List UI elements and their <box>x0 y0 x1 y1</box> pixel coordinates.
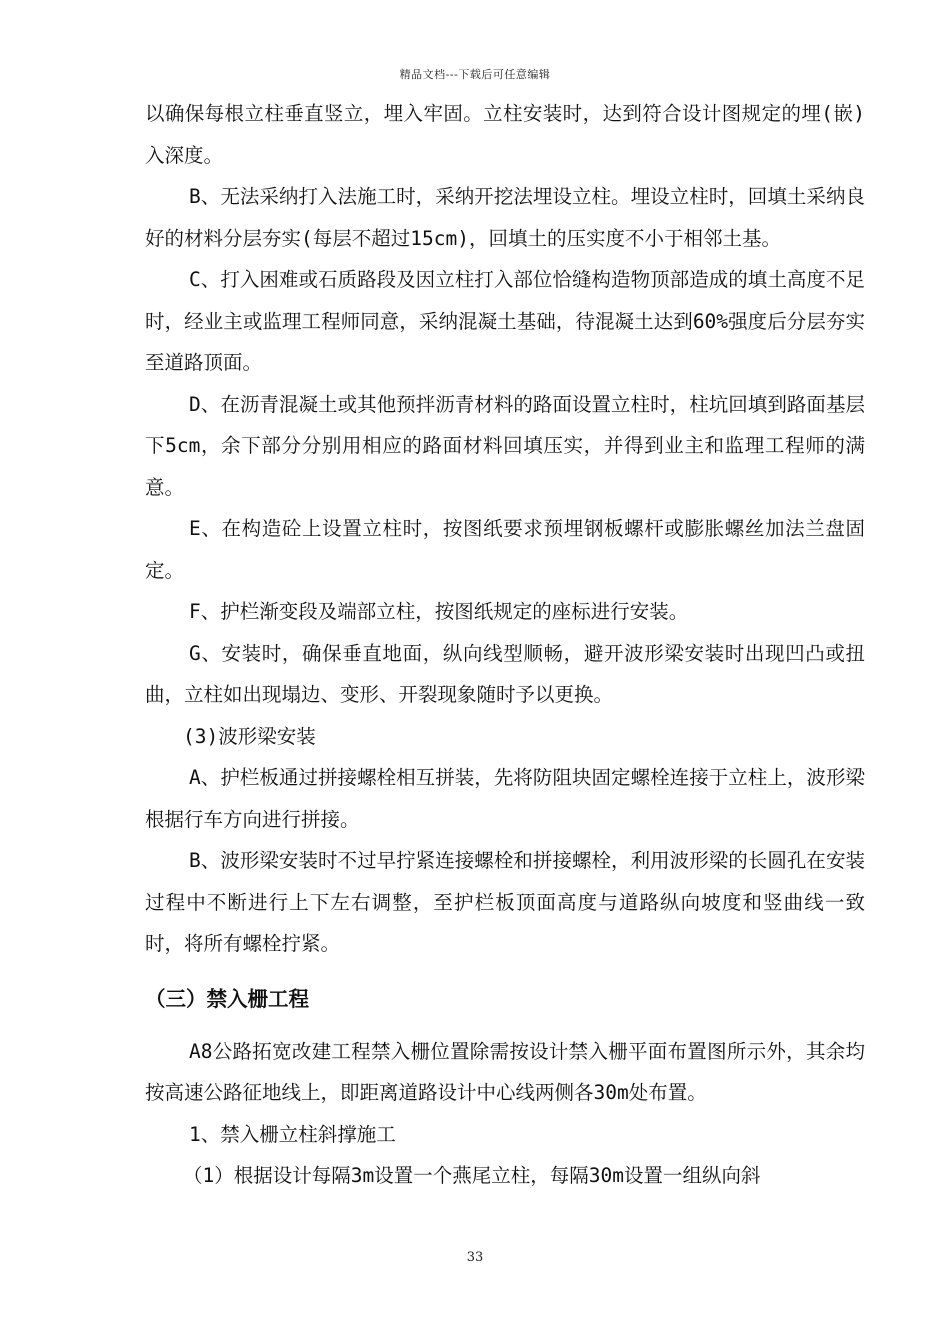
paragraph: A、护栏板通过拼接螺栓相互拼装，先将防阻块固定螺栓连接于立柱上，波形梁根据行车方向进行拼接。 <box>145 766 865 831</box>
page-number: 33 <box>466 1250 484 1265</box>
paragraph: F、护栏渐变段及端部立柱，按图纸规定的座标进行安装。 <box>189 600 689 623</box>
paragraph: C、打入困难或石质路段及因立柱打入部位恰缝构造物顶部造成的填土高度不足时，经业主或监理工程师同意，采纳混凝土基础，待混凝土达到60%强度后分层夯实至道路顶面。 <box>145 268 865 374</box>
subheading: 1、禁入栅立柱斜撑施工 <box>189 1122 396 1146</box>
paragraph: D、在沥青混凝土或其他预拌沥青材料的路面设置立柱时，柱坑回填到路面基层下5cm，余下部分分别用相应的路面材料回填压实，并得到业主和监理工程师的满意。 <box>145 392 865 499</box>
paragraph: 以确保每根立柱垂直竖立，埋入牢固。立柱安装时，达到符合设计图规定的埋(嵌)入深度。 <box>145 102 865 167</box>
paragraph: （1）根据设计每隔3m设置一个燕尾立柱，每隔30m设置一组纵向斜 <box>183 1164 761 1187</box>
subheading: (3)波形梁安装 <box>183 724 316 748</box>
section-heading: （三）禁入栅工程 <box>145 986 309 1011</box>
paragraph: A8公路拓宽改建工程禁入栅位置除需按设计禁入栅平面布置图所示外，其余均按高速公路征地线上，即距离道路设计中心线两侧各30m处布置。 <box>145 1039 865 1104</box>
paragraph: B、无法采纳打入法施工时，采纳开挖法埋设立柱。埋设立柱时，回填土采纳良好的材料分层夯实(每层不超过15cm)，回填土的压实度不小于相邻土基。 <box>145 185 865 250</box>
page-header: 精品文档---下载后可任意编辑 <box>399 68 551 81</box>
paragraph: B、波形梁安装时不过早拧紧连接螺栓和拼接螺栓，利用波形梁的长圆孔在安装过程中不断进行上下左右调整，至护栏板顶面高度与道路纵向坡度和竖曲线一致时，将所有螺栓拧紧。 <box>145 849 865 955</box>
paragraph: G、安装时，确保垂直地面，纵向线型顺畅，避开波形梁安装时出现凹凸或扭曲，立柱如出现塌边、变形、开裂现象随时予以更换。 <box>145 641 865 706</box>
paragraph: E、在构造砼上设置立柱时，按图纸要求预埋钢板螺杆或膨胀螺丝加法兰盘固定。 <box>145 517 865 582</box>
document-body <box>145 93 865 1197</box>
